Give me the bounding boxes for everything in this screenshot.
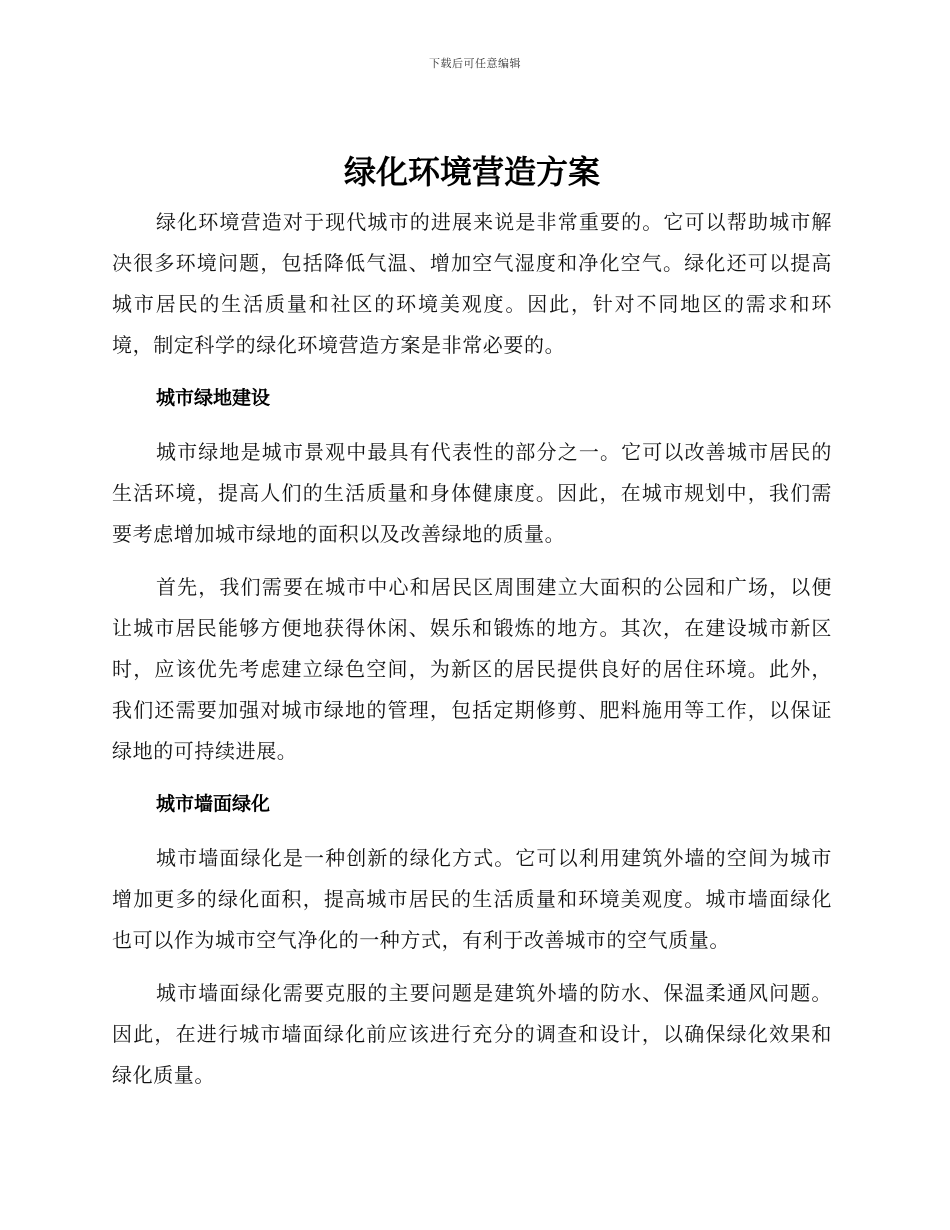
section-paragraph: 首先，我们需要在城市中心和居民区周围建立大面积的公园和广场，以便让城市居民能够方便地获得休闲、娱乐和锻炼的地方。其次，在建设城市新区时，应该优先考虑建立绿色空间，为新区的居民提供良好的居住环境。此外，我们还需要加强对城市绿地的管理，包括定期修剪、肥料施用等工作，以保证绿地的可持续进展。	[112, 575, 832, 763]
section-heading-green-space: 城市绿地建设	[156, 387, 271, 409]
section-paragraph: 城市墙面绿化是一种创新的绿化方式。它可以利用建筑外墙的空间为城市增加更多的绿化面积，提高城市居民的生活质量和环境美观度。城市墙面绿化也可以作为城市空气净化的一种方式，有利于改善城市的空气质量。	[112, 846, 832, 952]
section-paragraph: 城市墙面绿化需要克服的主要问题是建筑外墙的防水、保温柔通风问题。因此，在进行城市墙面绿化前应该进行充分的调查和设计，以确保绿化效果和绿化质量。	[112, 981, 832, 1087]
section-heading-wall-greening: 城市墙面绿化	[156, 793, 271, 815]
section-paragraph: 城市绿地是城市景观中最具有代表性的部分之一。它可以改善城市居民的生活环境，提高人们的生活质量和身体健康度。因此，在城市规划中，我们需要考虑增加城市绿地的面积以及改善绿地的质量。	[112, 440, 832, 546]
document-body	[112, 150, 832, 1108]
intro-paragraph: 绿化环境营造对于现代城市的进展来说是非常重要的。它可以帮助城市解决很多环境问题，包括降低气温、增加空气湿度和净化空气。绿化还可以提高城市居民的生活质量和社区的环境美观度。因此，针对不同地区的需求和环境，制定科学的绿化环境营造方案是非常必要的。	[112, 210, 832, 357]
document-title: 绿化环境营造方案	[343, 153, 600, 191]
header-note: 下载后可任意编辑	[429, 57, 521, 70]
